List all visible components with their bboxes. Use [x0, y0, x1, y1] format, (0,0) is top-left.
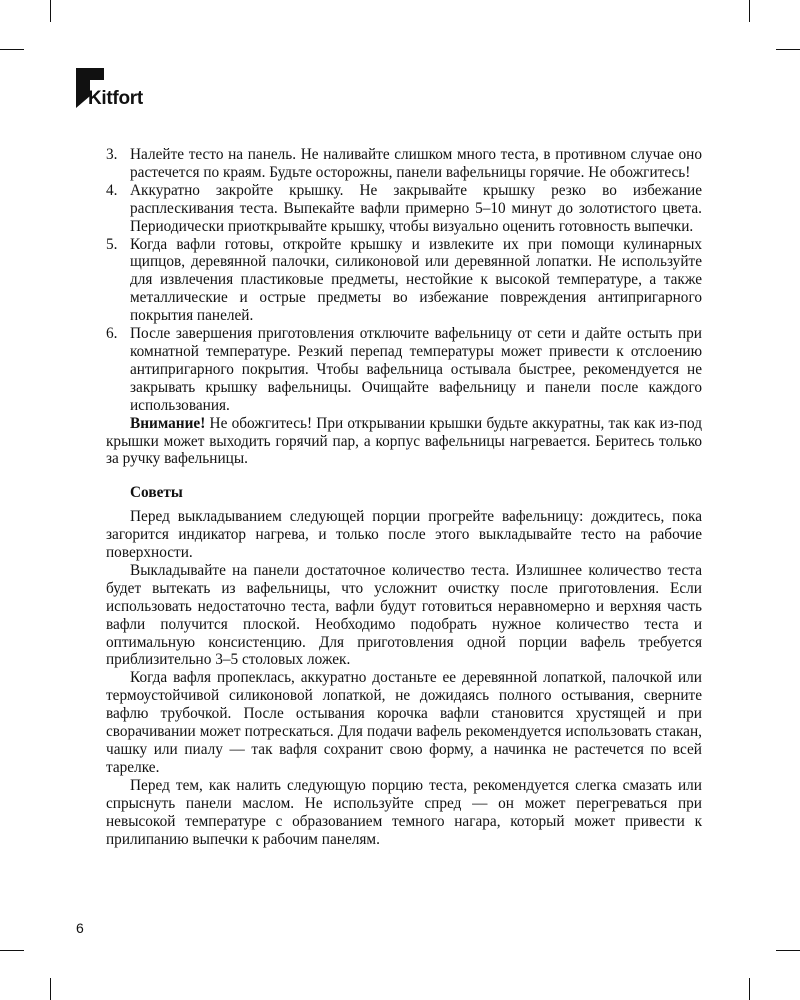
step-number: 5.: [106, 235, 118, 253]
crop-mark-top-right-h: [776, 49, 800, 50]
crop-mark-bottom-left-v: [50, 978, 51, 1000]
tips-heading: Советы: [130, 484, 183, 502]
crop-mark-top-right-v: [749, 0, 750, 22]
brand-name: Kitfort: [88, 88, 143, 109]
list-item: [106, 182, 702, 236]
step-number: 4.: [106, 181, 118, 199]
brand-logo: [76, 68, 143, 108]
list-item: [106, 236, 702, 326]
warning-label: Внимание!: [130, 414, 206, 432]
list-item: [106, 146, 702, 182]
crop-mark-top-left-v: [50, 0, 51, 22]
tips-paragraph: Перед тем, как налить следующую порцию теста, рекомендуется слегка смазать или спрыснуть панели маслом. Не используйте спред — он может перегреваться при невысокой температуре с образованием темного нагара, который может привести к прилипанию выпечки к рабочим панелям.: [106, 776, 702, 848]
page-number: 6: [76, 920, 84, 936]
step-number: 3.: [106, 146, 118, 163]
crop-mark-bottom-left-h: [0, 950, 24, 951]
crop-mark-top-left-h: [0, 49, 24, 50]
page-content: [106, 146, 702, 848]
step-number: 6.: [106, 325, 118, 343]
tips-paragraph: Когда вафля пропеклась, аккуратно достаньте ее деревянной лопаткой, палочкой или термоустойчивой силиконовой лопаткой, не дожидаясь полного остывания, сверните вафлю трубочкой. После остывания корочка вафли становится хрустящей и при сворачивании может потрескаться. Для подачи вафель рекомендуется использовать стакан, чашку или пиалу — так вафля сохранит свою форму, а начинка не растечется по всей тарелке.: [106, 669, 702, 776]
step-text: После завершения приготовления отключите вафельницу от сети и дайте остыть при комнатной температуре. Резкий перепад температуры может привести к отслоению антипригарного покрытия. Чтобы вафельница остывала быстрее, рекомендуется не закрывать крышку вафельницы. Очищайте вафельницу и панели после каждого использования.: [130, 325, 702, 414]
step-text: Налейте тесто на панель. Не наливайте слишком много теста, в противном случае оно растечется по краям. Будьте осторожны, панели вафельницы горячие. Не обожгитесь!: [130, 146, 702, 181]
step-text: Аккуратно закройте крышку. Не закрывайте крышку резко во избежание расплескивания теста. Выпекайте вафли примерно 5–10 минут до золотистого цвета. Периодически приоткрывайте крышку, чтобы визуально оценить готовность выпечки.: [130, 181, 702, 235]
warning-text: Не обожгитесь! При открывании крышки будьте аккуратны, так как из-под крышки может выходить горячий пар, а корпус вафельницы нагревается. Беритесь только за ручку вафельницы.: [106, 414, 703, 468]
steps-list: [106, 146, 702, 415]
crop-mark-bottom-right-v: [749, 978, 750, 1000]
step-text: Когда вафли готовы, откройте крышку и извлеките их при помощи кулинарных щипцов, деревянной палочки, силиконовой или деревянной лопатки. Не используйте для извлечения пластиковые предметы, нестойкие к высокой температуре, а также металлические и острые предметы во избежание повреждения антипригарного покрытия панелей.: [130, 235, 702, 325]
warning-paragraph: [106, 415, 702, 469]
list-item: [106, 325, 702, 415]
tips-paragraph: Перед выкладыванием следующей порции прогрейте вафельницу: дождитесь, пока загорится индикатор нагрева, и только после этого выкладывайте тесто на рабочие поверхности.: [106, 508, 702, 562]
tips-paragraph: Выкладывайте на панели достаточное количество теста. Излишнее количество теста будет вытекать из вафельницы, что усложнит очистку после приготовления. Если использовать недостаточно теста, вафли будут готовиться неравномерно и верхняя часть вафли получится плоской. Необходимо подобрать нужное количество теста и оптимальную консистенцию. Для приготовления одной порции вафель требуется приблизительно 3–5 столовых ложек.: [106, 561, 702, 669]
crop-mark-bottom-right-h: [776, 950, 800, 951]
